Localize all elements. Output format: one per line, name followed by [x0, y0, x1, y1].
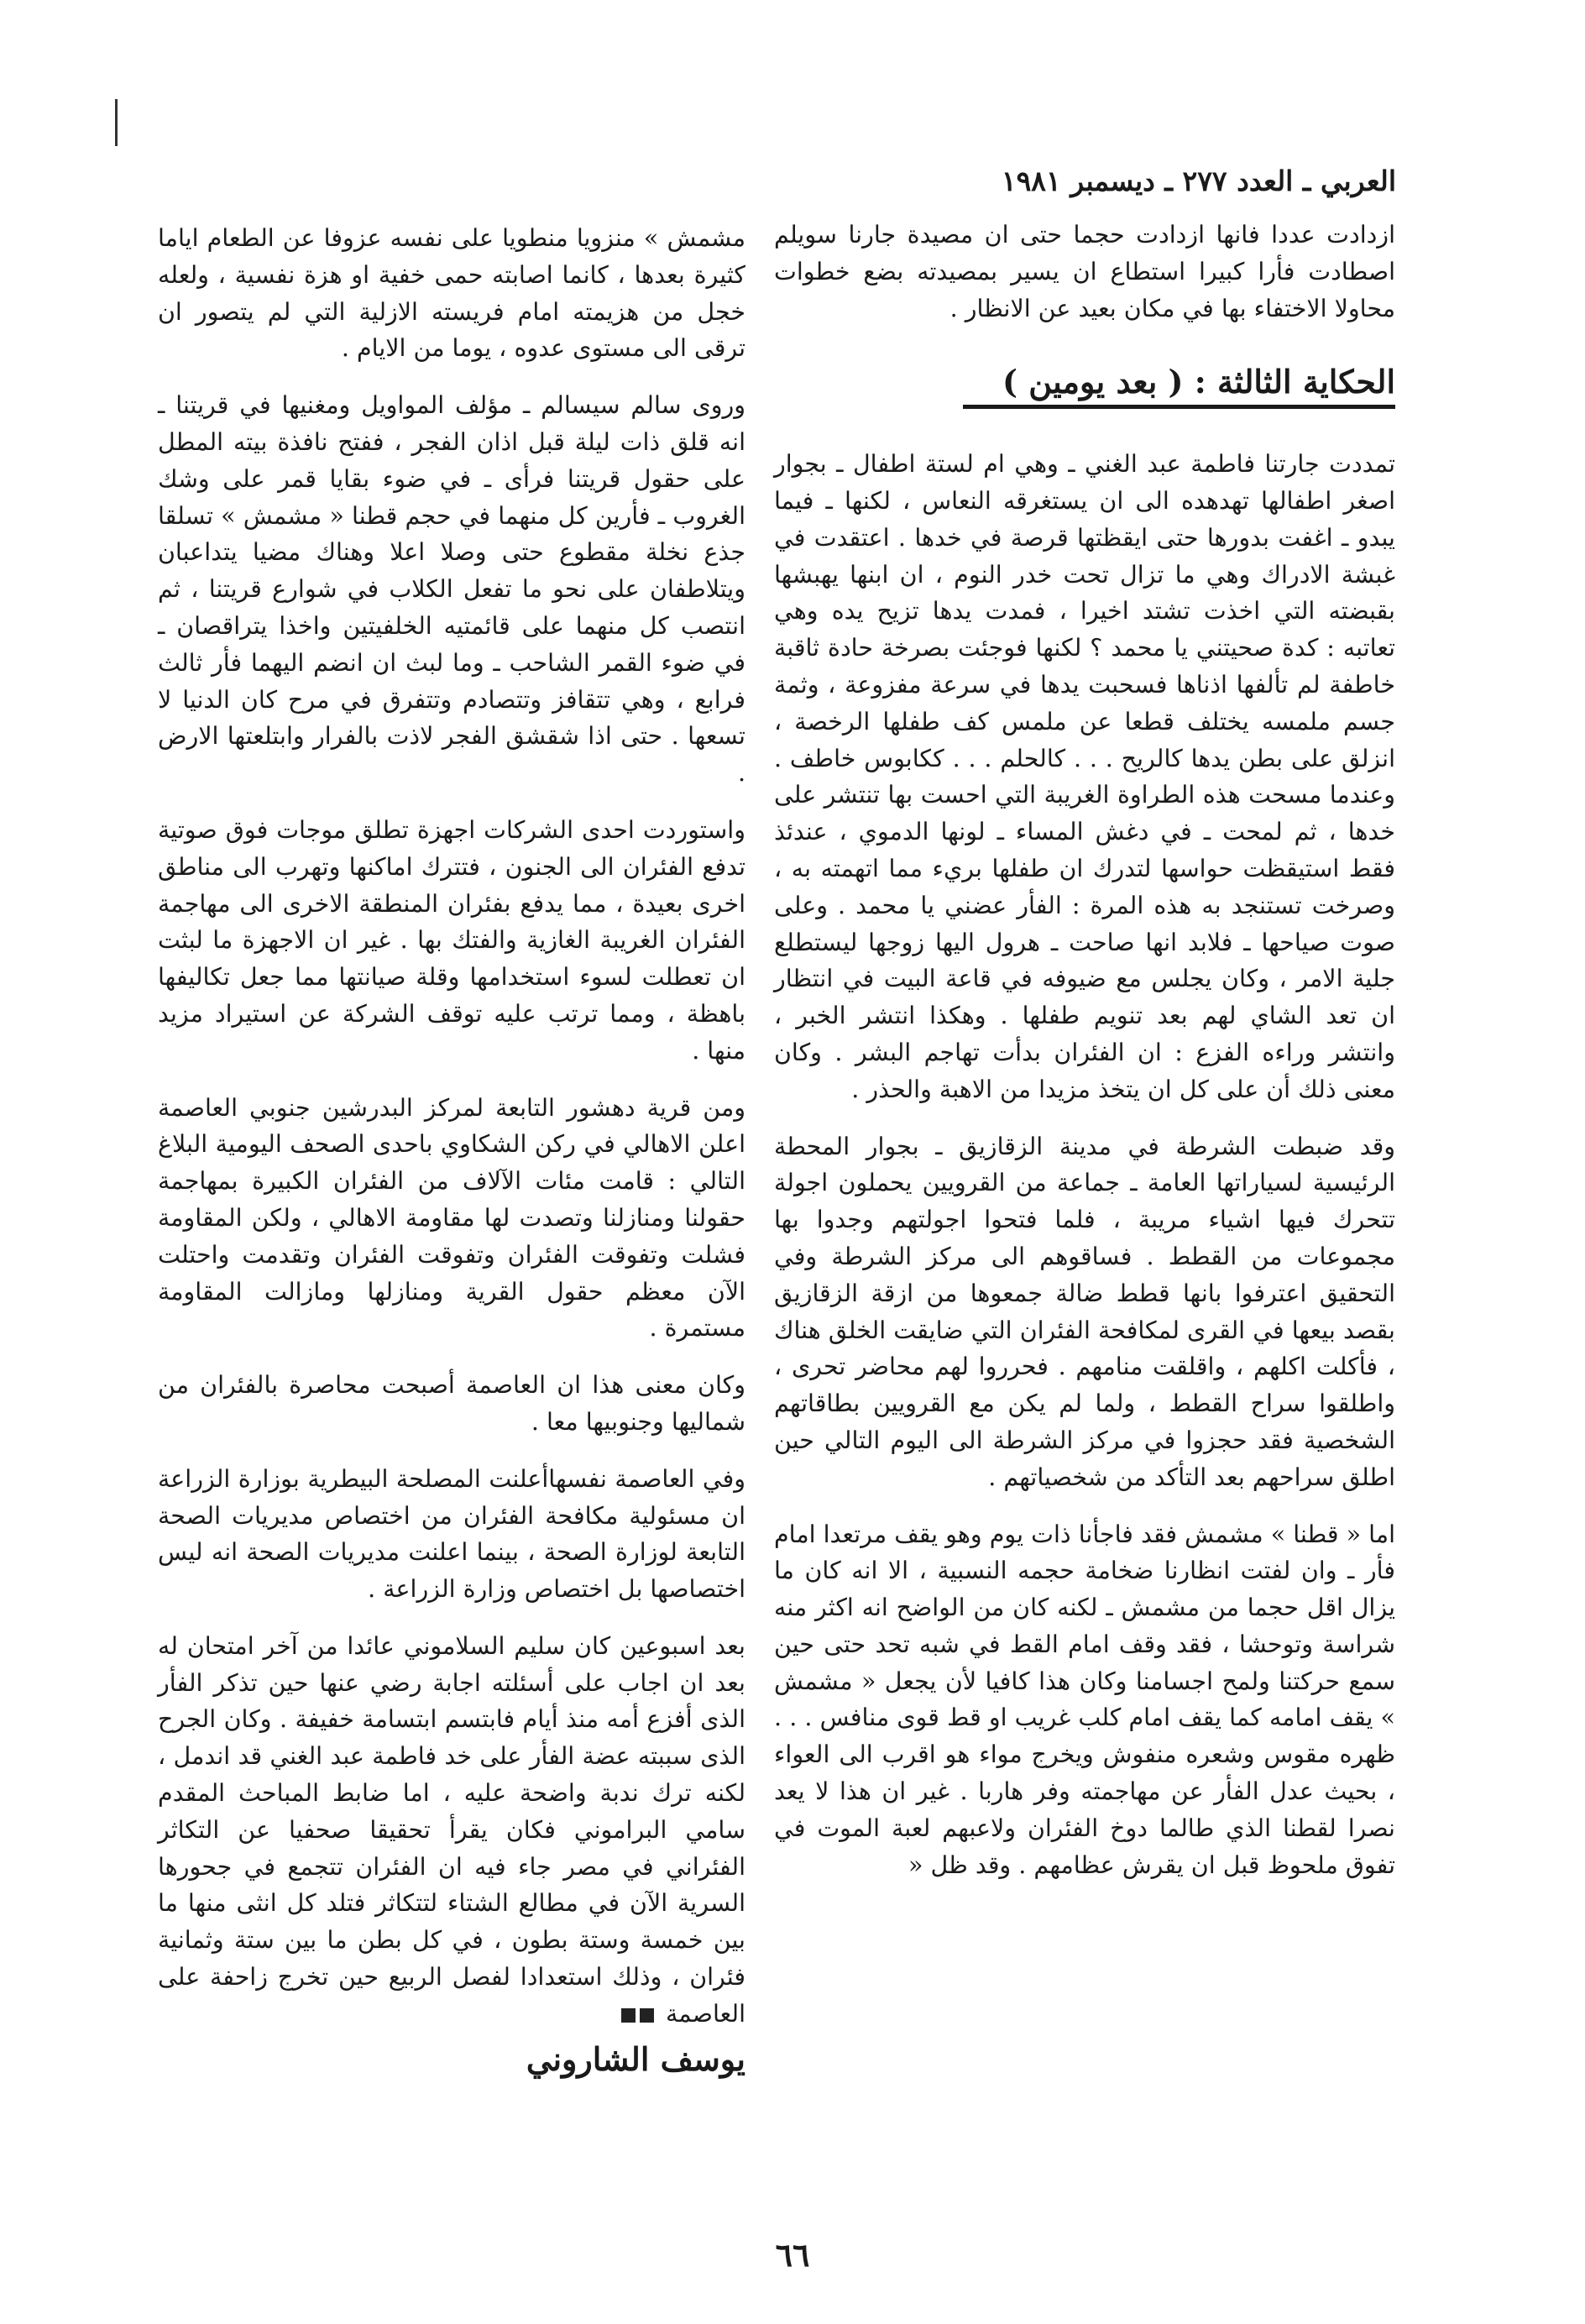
- page-number: ٦٦: [775, 2236, 810, 2274]
- binding-mark: [115, 99, 118, 146]
- paragraph: ازدادت عددا فانها ازدادت حجما حتى ان مصيدة جارنا سويلم اصطادت فأرا كبيرا استطاع ان يسير بمصيدته بضع خطوات محاولا الاختفاء بها في مكان بعيد عن الانظار .: [774, 221, 1395, 322]
- right-column: [774, 217, 1395, 1903]
- left-column: [158, 220, 745, 2077]
- paragraph: اما « قطنا » مشمش فقد فاجأنا ذات يوم وهو يقف مرتعدا امام فأر ـ وان لفتت انظارنا ضخامة حجمه النسبية ، الا انه كان ما يزال اقل حجما من مشمش ـ لكنه كان من الواضح انه اكثر منه شراسة وتوحشا ، فقد وقف امام القط في شبه تحد حتى حين سمع حركتنا ولمح اجسامنا وكان هذا كافيا لأن يجعل « مشمش » يقف امامه كما يقف امام كلب غريب او قط قوى منافس . . . ظهره مقوس وشعره منفوش ويخرج مواء هو اقرب الى العواء ، بحيث عدل الفأر عن مهاجمته وفر هاربا . غير ان هذا لا يعد نصرا لقطنا الذي طالما دوخ الفئران ولاعبهم لعبة الموت في تفوق ملحوظ قبل ان يقرش عظامهم . وقد ظل «: [774, 1520, 1395, 1879]
- paragraph: ومن قرية دهشور التابعة لمركز البدرشين جنوبي العاصمة اعلن الاهالي في ركن الشكاوي باحدى الصحف اليومية البلاغ التالي : قامت مئات الآلاف من الفئران الكبيرة بمهاجمة حقولنا ومنازلنا وتصدت لها مقاومة الاهالي ، ولكن المقاومة فشلت وتفوقت الفئران وتفوقت الفئران وتقدمت واحتلت الآن معظم حقول القرية ومنازلها ومازالت المقاومة مستمرة .: [158, 1093, 745, 1343]
- paragraph: [158, 1628, 745, 2033]
- running-header: العربي ـ العدد ٢٧٧ ـ ديسمبر ١٩٨١: [1001, 165, 1396, 197]
- paragraph: وروى سالم سيسالم ـ مؤلف المواويل ومغنيها في قريتنا ـ انه قلق ذات ليلة قبل اذان الفجر ، ففتح نافذة بيته المطل على حقول قريتنا فرأى ـ في ضوء بقايا قمر على وشك الغروب ـ فأرين كل منهما في حجم قطنا « مشمش » تسلقا جذع نخلة مقطوع حتى وصلا اعلا وهناك مضيا يتداعبان ويتلاطفان على نحو ما تفعل الكلاب في شوارع قريتنا ، ثم انتصب كل منهما على قائمتيه الخلفيتين واخذا يتراقصان ـ في ضوء القمر الشاحب ـ وما لبث ان انضم اليهما فأر ثالث فرابع ، وهي تتقافز وتتصادم وتتفرق في مرح كان الدنيا لا تسعها . حتى اذا شقشق الفجر لاذت بالفرار وابتلعتها الارض .: [158, 391, 745, 788]
- paragraph: مشمش » منزويا منطويا على نفسه عزوفا عن الطعام اياما كثيرة بعدها ، كانما اصابته حمى خفية او هزة نفسية ، ولعله خجل من هزيمته امام فريسته الازلية التي لم يتصور ان ترقى الى مستوى عدوه ، يوما من الايام .: [158, 224, 745, 363]
- paragraph-text: بعد اسبوعين كان سليم السلاموني عائدا من آخر امتحان له بعد ان اجاب على أسئلته اجابة رضي عنها حين تذكر الفأر الذى أفزع أمه منذ أيام فابتسم ابتسامة خفيفة . وكان الجرح الذى سببته عضة الفأر على خد فاطمة عبد الغني قد اندمل ، لكنه ترك ندبة واضحة عليه ، اما ضابط المباحث المقدم سامي البراموني فكان يقرأ تحقيقا صحفيا عن التكاثر الفئراني في مصر جاء فيه ان الفئران تتجمع في جحورها السرية الآن في مطالع الشتاء لتتكاثر فتلد كل انثى منها ما بين خمسة وستة بطون ، في كل بطن ما بين ستة وثمانية فئران ، وذلك استعدادا لفصل الربيع حين تخرج زاحفة على العاصمة: [158, 1631, 745, 2028]
- paragraph: وقد ضبطت الشرطة في مدينة الزقازيق ـ بجوار المحطة الرئيسية لسياراتها العامة ـ جماعة من القرويين يحملون اجولة تتحرك فيها اشياء مريبة ، فلما فتحوا اجولتهم وجدوا بها مجموعات من القطط . فساقوهم الى مركز الشرطة وفي التحقيق اعترفوا بانها قطط ضالة جمعوها من ازقة الزقازيق بقصد بيعها في القرى لمكافحة الفئران التي ضايقت الخلق هناك ، فأكلت اكلهم ، واقلقت منامهم . فحرروا لهم محاضر تحرى ، واطلقوا سراح القطط ، ولما لم يكن مع القرويين بطاقاتهم الشخصية فقد حجزوا في مركز الشرطة الى اليوم التالي حين اطلق سراحهم بعد التأكد من شخصياتهم .: [774, 1132, 1395, 1491]
- paragraph: واستوردت احدى الشركات اجهزة تطلق موجات فوق صوتية تدفع الفئران الى الجنون ، فتترك اماكنها وتهرب الى مناطق اخرى بعيدة ، مما يدفع بفئران المنطقة الاخرى الى مهاجمة الفئران الغريبة الغازية والفتك بها . غير ان الاجهزة ما لبثت ان تعطلت لسوء استخدامها وقلة صيانتها مما جعل تكاليفها باهظة ، ومما ترتب عليه توقف الشركة عن استيراد مزيد منها .: [158, 815, 745, 1065]
- paragraph: وكان معنى هذا ان العاصمة أصبحت محاصرة بالفئران من شماليها وجنوبيها معا .: [158, 1371, 745, 1436]
- paragraph: وفي العاصمة نفسهاأعلنت المصلحة البيطرية بوزارة الزراعة ان مسئولية مكافحة الفئران من اختصاص مديريات الصحة التابعة لوزارة الصحة ، بينما اعلنت مديريات الصحة انه ليس اختصاصها بل اختصاص وزارة الزراعة .: [158, 1464, 745, 1604]
- end-of-article-mark: [621, 2008, 655, 2023]
- section-title: الحكاية الثالثة : ( بعد يومين ): [774, 364, 1395, 409]
- author-signature: يوسف الشاروني: [526, 2039, 745, 2078]
- paragraph: تمددت جارتنا فاطمة عبد الغني ـ وهي ام لستة اطفال ـ بجوار اصغر اطفالها تهدهده الى ان يستغرقه النعاس ، لكنها ـ فيما يبدو ـ اغفت بدورها حتى ايقظتها قرصة في خدها . اعتقدت في غبشة الادراك وهي ما تزال تحت خدر النوم ، ان ابنها يهبشها بقبضته التي اخذت تشتد اخيرا ، فمدت يدها تزيح يده وهي تعاتبه : كدة صحيتني يا محمد ؟ لكنها فوجئت بصرخة حادة ثاقبة خاطفة لم تألفها اذناها فسحبت يدها في سرعة مفزوعة ، وثمة جسم ملمسه يختلف قطعا عن ملمس كف طفلها الرخصة ، انزلق على بطن يدها كالريح . . . كالحلم . . . ككابوس خاطف . وعندما مسحت هذه الطراوة الغريبة التي احست بها تنتشر على خدها ، ثم لمحت ـ في دغش المساء ـ لونها الدموي ، عندئذ فقط استيقظت حواسها لتدرك ان طفلها بريء مما اتهمته به ، وصرخت تستنجد به هذه المرة : الفأر عضني يا محمد . وعلى صوت صياحها ـ فلابد انها صاحت ـ هرول اليها زوجها ليستطلع جلية الامر ، وكان يجلس مع ضيوفه في قاعة البيت في انتظار ان تعد الشاي لهم بعد تنويم طفلها . وهكذا انتشر الخبر ، وانتشر وراءه الفزع : ان الفئران بدأت تهاجم البشر . وكان معنى ذلك أن على كل ان يتخذ مزيدا من الاهبة والحذر .: [774, 450, 1395, 1103]
